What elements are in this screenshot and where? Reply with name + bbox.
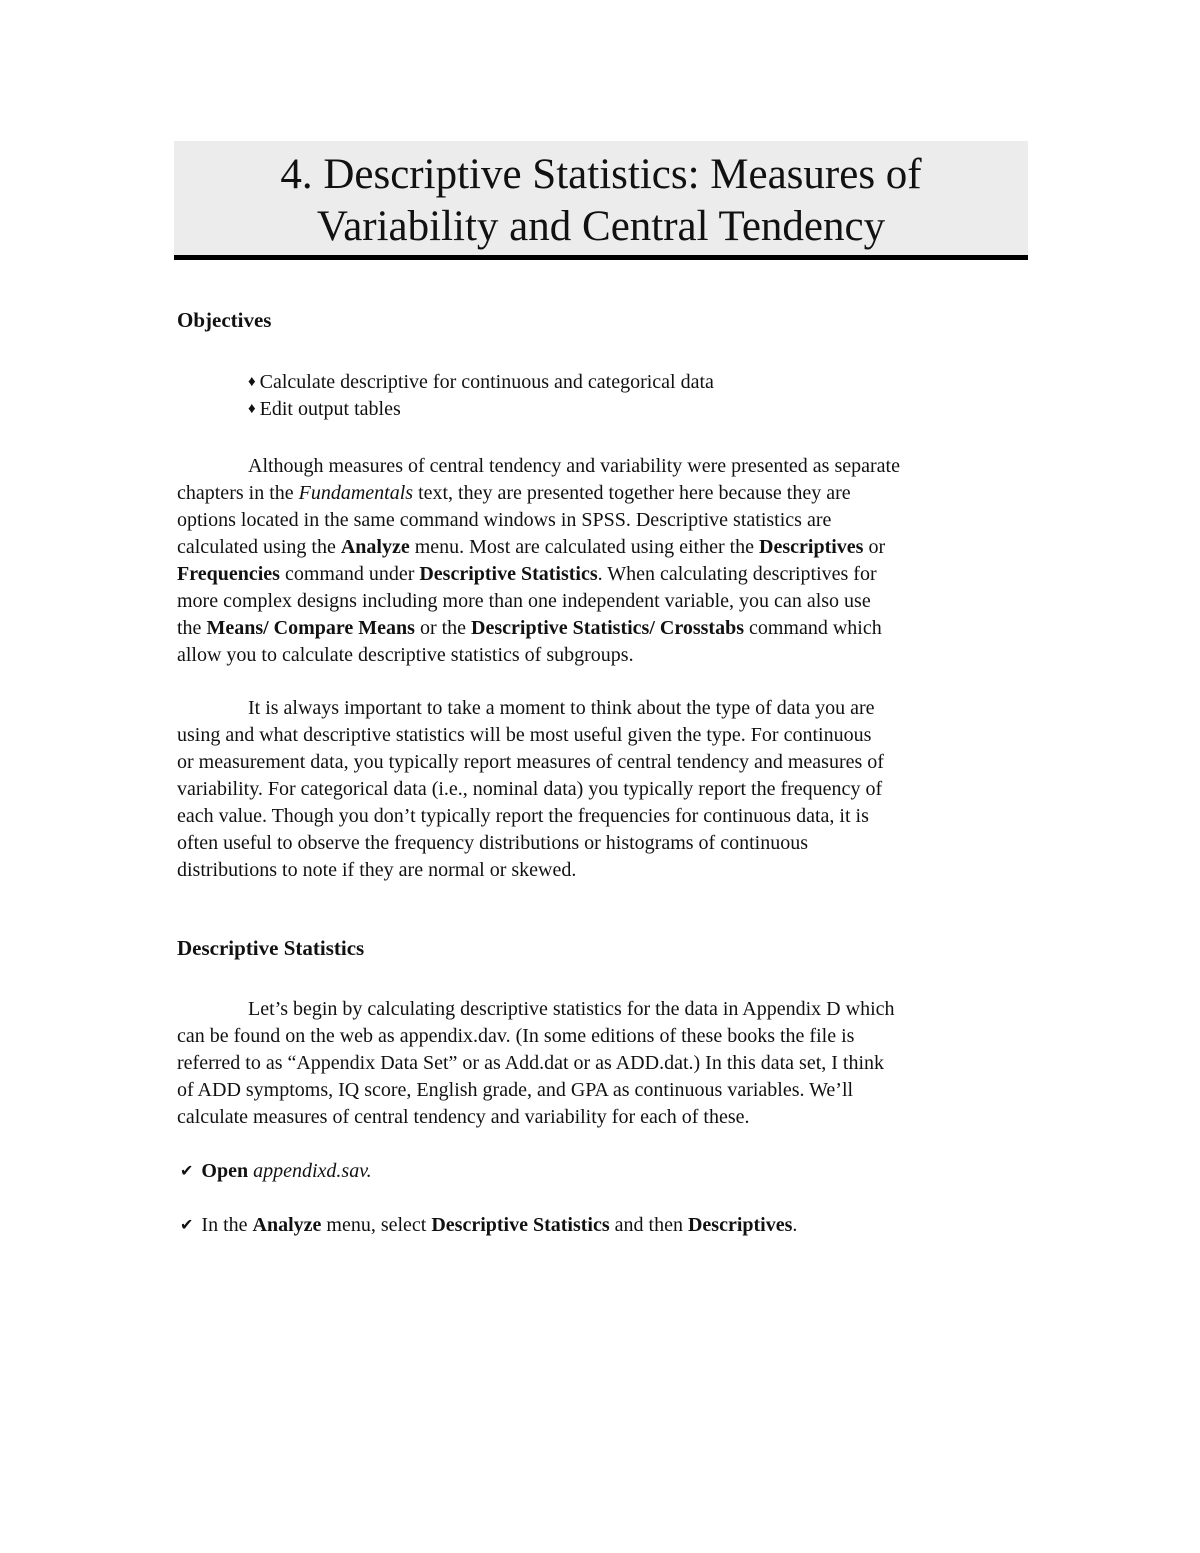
chapter-title-line-2: Variability and Central Tendency <box>316 203 886 250</box>
menu-name: Analyze <box>252 1214 322 1236</box>
descriptive-statistics-heading: Descriptive Statistics <box>177 936 365 960</box>
chapter-title-line-1: 4. Descriptive Statistics: Measures of <box>280 151 922 198</box>
menu-item: Descriptive Statistics <box>431 1214 610 1236</box>
command-name: Means/ Compare Means <box>206 617 415 639</box>
descriptive-paragraph: Let’s begin by calculating descriptive statistics for the data in Appendix D which can be found on the web as appendix.dav. (In some editions of these books the file is referred to as “Appendix Data Set” or as Add.dat or as ADD.dat.) In this data set, I think of ADD symptoms, IQ score, English grade, and GPA as continuous variables. We’ll calculate measures of central tendency and variability for each of these. <box>177 998 895 1128</box>
intro-paragraph: Although measures of central tendency and variability were presented as separate chapters in the Fundamentals text, they are presented together here because they are options located in the same command windows in SPSS. Descriptive statistics are calculated using the Analyze menu. Most are calculated using either the Descriptives or Frequencies command under Descriptive Statistics. When calculating descriptives for more complex designs including more than one independent variable, you can also use the Means/ Compare Means or the Descriptive Statistics/ Crosstabs command which allow you to calculate descriptive statistics of subgroups. <box>177 455 900 666</box>
importance-paragraph: It is always important to take a moment to think about the type of data you are using and what descriptive statistics will be most useful given the type. For continuous or measurement data, you typically report measures of central tendency and measures of variability. For categorical data (i.e., nominal data) you typically report the frequency of each value. Though you don’t typically report the frequencies for continuous data, it is often useful to observe the frequency distributions or histograms of continuous distributions to note if they are normal or skewed. <box>177 697 884 881</box>
command-name: Descriptive Statistics <box>419 563 598 585</box>
checkmark-icon: ✔ <box>180 1217 194 1234</box>
chapter-title-block <box>174 141 1028 260</box>
diamond-bullet-icon: ♦ <box>248 374 256 390</box>
command-name: Descriptives <box>759 536 864 558</box>
objectives-heading: Objectives <box>177 308 272 332</box>
step-action: Open <box>201 1160 249 1182</box>
book-title: Fundamentals <box>298 482 414 504</box>
command-name: Frequencies <box>177 563 280 585</box>
objective-text: Calculate descriptive for continuous and categorical data <box>259 371 714 393</box>
instruction-step: ✔ Open appendixd.sav. <box>180 1158 372 1186</box>
objective-item <box>248 396 401 425</box>
objective-text: Edit output tables <box>259 398 401 420</box>
menu-item: Descriptives <box>687 1214 793 1236</box>
checkmark-icon: ✔ <box>180 1163 194 1180</box>
command-name: Descriptive Statistics/ Crosstabs <box>471 617 744 639</box>
diamond-bullet-icon: ♦ <box>248 401 256 417</box>
menu-name: Analyze <box>340 536 410 558</box>
instruction-step: ✔ In the Analyze menu, select Descriptive Statistics and then Descriptives. <box>180 1212 797 1240</box>
file-name: appendixd.sav <box>253 1160 367 1182</box>
objective-item <box>248 369 714 398</box>
